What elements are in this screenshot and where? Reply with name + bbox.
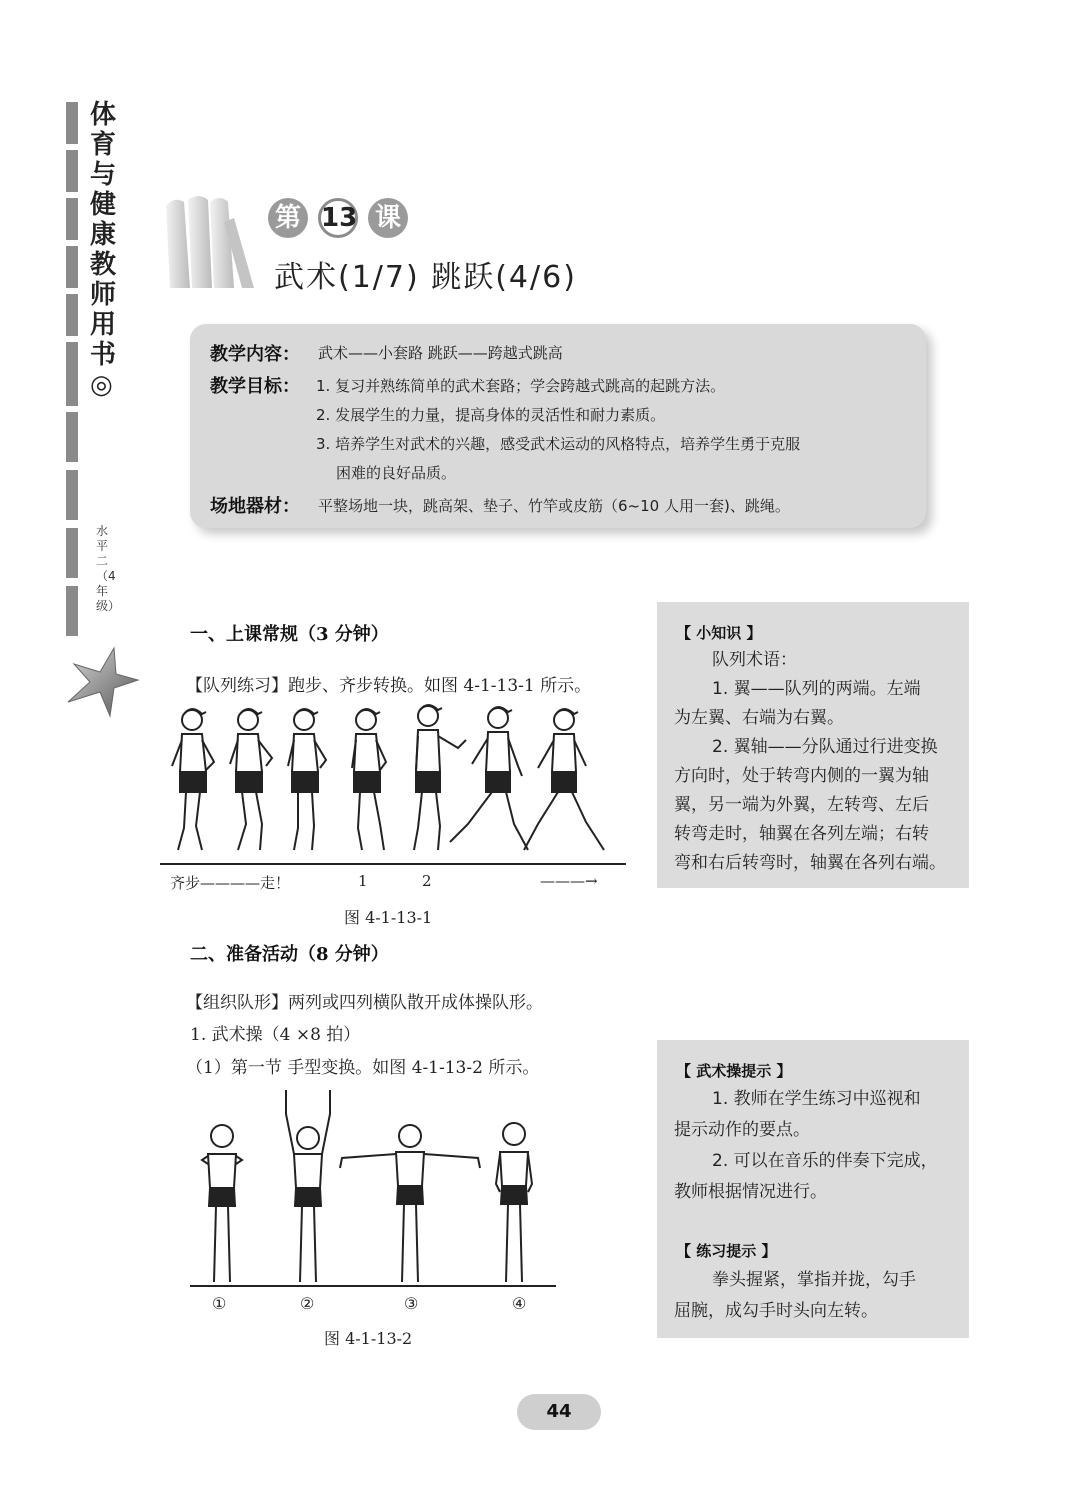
marching-figure: [450, 707, 528, 850]
section-1-paragraph: 【队列练习】跑步、齐步转换。如图 4-1-13-1 所示。: [186, 676, 592, 696]
section-2-paragraph-3: （1）第一节 手型变换。如图 4-1-13-2 所示。: [186, 1058, 540, 1078]
knowledge-line: 2. 翼轴——分队通过行进变换: [712, 737, 938, 757]
margin-bar: [66, 198, 78, 240]
tips-line: 提示动作的要点。: [674, 1120, 810, 1140]
knowledge-line: 1. 翼——队列的两端。左端: [712, 679, 921, 699]
marching-figure: [414, 705, 466, 850]
figure-1-arrow: ———→: [540, 872, 598, 890]
wushu-figure: [496, 1123, 532, 1282]
knowledge-line: 方向时，处于转弯内侧的一翼为轴: [674, 766, 929, 786]
star-icon: [64, 644, 140, 720]
goals-label: 教学目标：: [210, 376, 300, 397]
section-2-heading: 二、准备活动（8 分钟）: [190, 944, 389, 965]
knowledge-line: 转弯走时，轴翼在各列左端；右转: [674, 824, 929, 844]
figure-2-caption: 图 4-1-13-2: [324, 1329, 413, 1348]
wushu-figure: [340, 1125, 480, 1282]
goal-3-cont: 困难的良好品质。: [336, 464, 457, 482]
lesson-word-first: 第: [268, 198, 308, 238]
content-label: 教学内容：: [210, 344, 300, 365]
marching-figure: [352, 709, 386, 850]
marching-figure: [288, 709, 326, 850]
practice-tips-title: 【 练习提示 】: [676, 1242, 777, 1260]
margin-bar: [66, 412, 78, 462]
lesson-subtitle: 武术(1/7) 跳跃(4/6): [274, 260, 577, 295]
knowledge-line: 弯和右后转弯时，轴翼在各列右端。: [674, 853, 946, 873]
marching-figure: [524, 709, 604, 850]
goal-1: 1. 复习并熟练简单的武术套路；学会跨越式跳高的起跳方法。: [316, 377, 726, 395]
goal-3: 3. 培养学生对武术的兴趣，感受武术运动的风格特点，培养学生勇于克服: [316, 435, 801, 453]
knowledge-line: 队列术语：: [712, 650, 797, 670]
tips-line: 1. 教师在学生练习中巡视和: [712, 1089, 921, 1109]
margin-bar: [66, 586, 78, 636]
content-text: 武术——小套路 跳跃——跨越式跳高: [318, 344, 563, 362]
page-number: 44: [517, 1394, 601, 1430]
practice-tips-line: 屈腕，成勾手时头向左转。: [674, 1301, 878, 1321]
figure-1-caption: 图 4-1-13-1: [344, 908, 433, 927]
figure-2-num-2: ②: [300, 1294, 315, 1313]
margin-bar: [66, 528, 78, 578]
books-icon: [162, 192, 254, 292]
margin-bar: [66, 470, 78, 520]
knowledge-line: 为左翼、右端为右翼。: [674, 708, 844, 728]
figure-2-num-1: ①: [212, 1294, 227, 1313]
figure-marching: [158, 700, 628, 870]
section-2-paragraph-2: 1. 武术操（4 ×8 拍）: [190, 1025, 361, 1045]
margin-bar: [66, 102, 78, 144]
marching-figure: [230, 709, 272, 850]
lesson-number: 13: [318, 198, 358, 238]
wushu-figure: [286, 1090, 330, 1282]
margin-bar: [66, 294, 78, 336]
equipment-label: 场地器材：: [210, 496, 300, 517]
knowledge-box-title: 【 小知识 】: [676, 624, 762, 642]
margin-bar: [66, 246, 78, 288]
goal-2: 2. 发展学生的力量，提高身体的灵活性和耐力素质。: [316, 406, 666, 424]
grade-level: 水平二（4年级）: [96, 524, 121, 613]
tips-line: 2. 可以在音乐的伴奏下完成，: [712, 1151, 938, 1171]
marching-figure: [172, 709, 214, 850]
tips-box-title: 【 武术操提示 】: [676, 1062, 792, 1080]
figure-1-label-left: 齐步————走！: [170, 874, 291, 892]
lesson-word: 课: [368, 198, 408, 238]
knowledge-line: 翼，另一端为外翼，左转弯、左后: [674, 795, 929, 815]
section-1-heading: 一、上课常规（3 分钟）: [190, 624, 389, 645]
margin-bar: [66, 150, 78, 192]
figure-wushu: [188, 1084, 558, 1292]
figure-2-num-4: ④: [512, 1294, 527, 1313]
margin-bar: [66, 366, 78, 406]
figure-1-label-2: 2: [422, 872, 432, 890]
figure-1-label-1: 1: [358, 872, 368, 890]
wushu-figure: [202, 1125, 242, 1282]
figure-2-num-3: ③: [404, 1294, 419, 1313]
section-2-paragraph-1: 【组织队形】两列或四列横队散开成体操队形。: [186, 993, 543, 1013]
book-title: 体育与健康教师用书◎: [90, 100, 117, 400]
equipment-text: 平整场地一块，跳高架、垫子、竹竿或皮筋（6~10 人用一套)、跳绳。: [318, 497, 790, 515]
practice-tips-line: 拳头握紧，掌指并拢，勾手: [712, 1270, 916, 1290]
tips-line: 教师根据情况进行。: [674, 1182, 827, 1202]
